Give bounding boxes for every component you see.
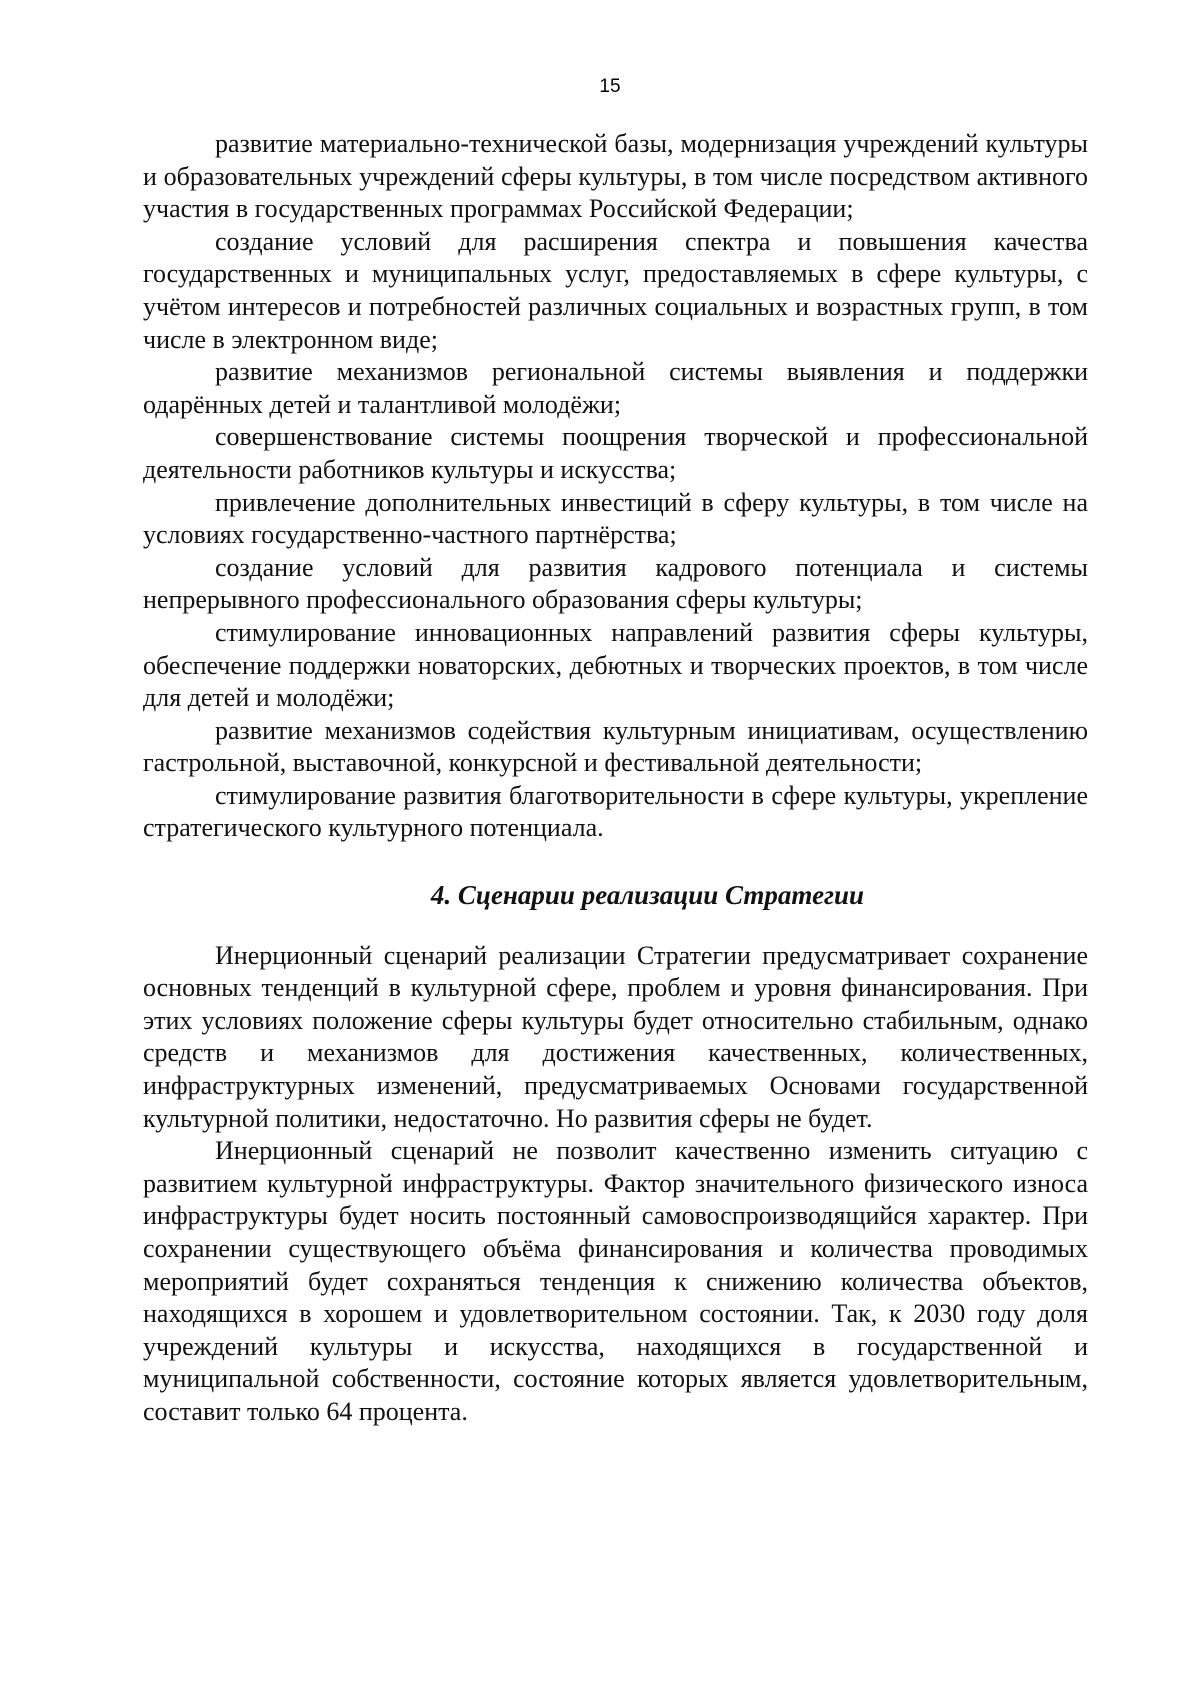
list-item: совершенствование системы поощрения творческой и профессиональной деятельности работников культуры и искусства;	[143, 422, 1088, 484]
list-item: развитие материально-технической базы, модернизация учреждений культуры и образовательных учреждений сферы культуры, в том числе посредством активного участия в государственных программах Российской Федерации;	[143, 129, 1088, 224]
section-heading: 4. Сценарии реализации Стратегии	[430, 880, 865, 911]
list-item: развитие механизмов региональной системы выявления и поддержки одарённых детей и талантливой молодёжи;	[143, 357, 1088, 419]
body-paragraph: Инерционный сценарий реализации Стратегии предусматривает сохранение основных тенденций в культурной сфере, проблем и уровня финансирования. При этих условиях положение сферы культуры будет относительно стабильным, однако средств и механизмов для достижения качественных, количественных, инфраструктурных изменений, предусматриваемых Основами государственной культурной политики, недостаточно. Но развития сферы не будет.	[143, 940, 1088, 1133]
list-item: создание условий для расширения спектра и повышения качества государственных и муниципальных услуг, предоставляемых в сфере культуры, с учётом интересов и потребностей различных социальных и возрастных групп, в том числе в электронном виде;	[143, 226, 1088, 354]
list-item: стимулирование инновационных направлений развития сферы культуры, обеспечение поддержки новаторских, дебютных и творческих проектов, в том числе для детей и молодёжи;	[143, 617, 1088, 713]
body-paragraph: Инерционный сценарий не позволит качественно изменить ситуацию с развитием культурной инфраструктуры. Фактор значительного физического износа инфраструктуры будет носить постоянный самовоспроизводящийся характер. При сохранении существующего объёма финансирования и количества проводимых мероприятий будет сохраняться тенденция к снижению количества объектов, находящихся в хорошем и удовлетворительном состоянии. Так, к 2030 году доля учреждений культуры и искусства, находящихся в государственной и муниципальной собственности, состояние которых является удовлетворительным, составит только 64 процента.	[143, 1136, 1088, 1426]
list-item: развитие механизмов содействия культурным инициативам, осуществлению гастрольной, выставочной, конкурсной и фестивальной деятельности;	[143, 715, 1088, 778]
page-number: 15	[599, 76, 621, 97]
list-item: создание условий для развития кадрового потенциала и системы непрерывного профессионального образования сферы культуры;	[143, 552, 1088, 615]
list-item: привлечение дополнительных инвестиций в сферу культуры, в том числе на условиях государственно-частного партнёрства;	[143, 487, 1088, 550]
document-body	[143, 128, 1088, 1429]
list-item: стимулирование развития благотворительности в сфере культуры, укрепление стратегического культурного потенциала.	[143, 780, 1088, 843]
